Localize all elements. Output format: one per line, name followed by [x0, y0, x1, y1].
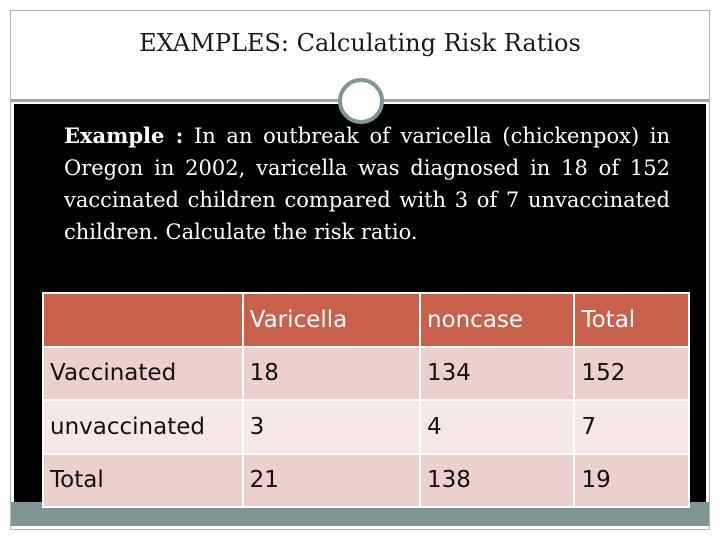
row-label: Total	[43, 454, 243, 508]
header-cell: noncase	[420, 293, 575, 347]
header-cell: Total	[574, 293, 689, 347]
table-cell: 138	[420, 454, 575, 508]
example-label: Example :	[64, 123, 184, 148]
table-cell: 19	[574, 454, 689, 508]
table-cell: 4	[420, 400, 575, 454]
table-cell: 134	[420, 347, 575, 401]
example-text: In an outbreak of varicella (chickenpox) in Oregon in 2002, varicella was diagnosed in 18 of 152 vaccinated children compared with 3 of 7 unvaccinated children. Calculate the risk ratio.	[64, 124, 670, 244]
table-row	[43, 347, 689, 401]
risk-table	[42, 292, 690, 508]
row-label: Vaccinated	[43, 347, 243, 401]
table-row	[43, 400, 689, 454]
divider-circle-ornament	[338, 78, 384, 124]
header-cell: Varicella	[243, 293, 420, 347]
header-cell	[43, 293, 243, 347]
table-row	[43, 454, 689, 508]
slide-title: EXAMPLES: Calculating Risk Ratios	[139, 29, 581, 57]
table-cell: 152	[574, 347, 689, 401]
table-cell: 7	[574, 400, 689, 454]
row-label: unvaccinated	[43, 400, 243, 454]
table-cell: 21	[243, 454, 420, 508]
table-cell: 18	[243, 347, 420, 401]
example-paragraph	[64, 120, 670, 248]
table-cell: 3	[243, 400, 420, 454]
table-header-row	[43, 293, 689, 347]
